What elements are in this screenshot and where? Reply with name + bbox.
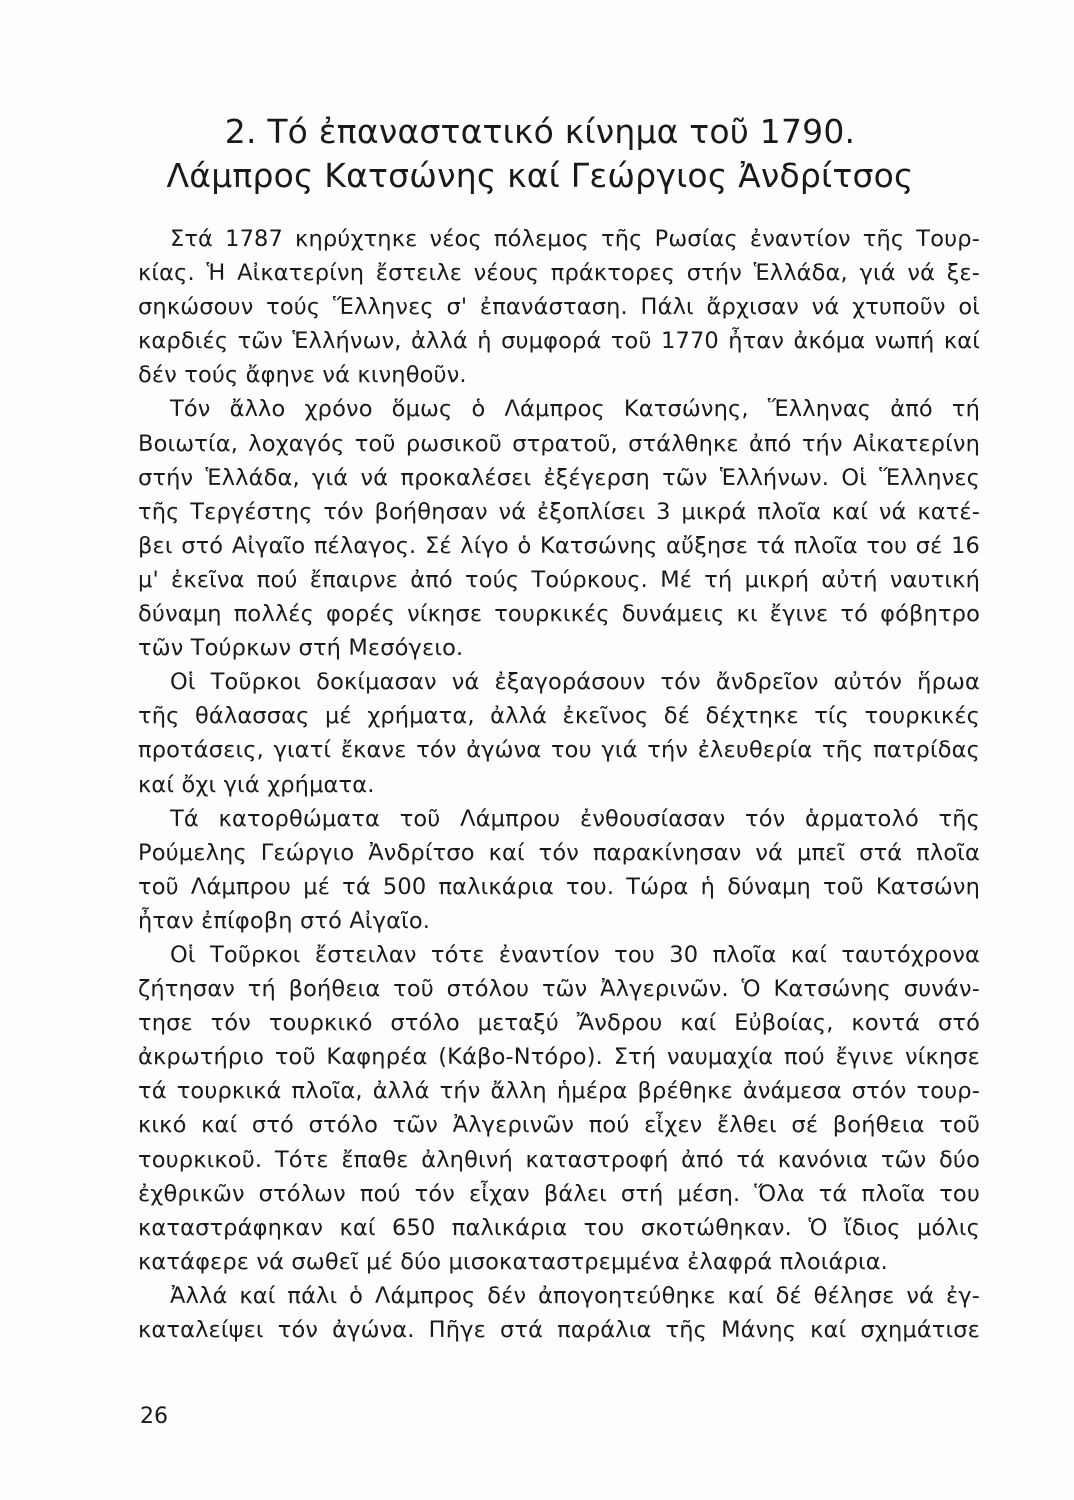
body-text — [138, 222, 980, 1347]
text-line: τουρκικοῦ. Τότε ἔπαθε ἀληθινή καταστροφή ἀπό τά κανόνια τῶν δύο — [138, 1146, 980, 1173]
text-line: βει στό Αἰγαῖο πέλαγος. Σέ λίγο ὁ Κατσώνης αὔξησε τά πλοῖα του σέ 16 — [138, 532, 980, 559]
text-line: τά τουρκικά πλοῖα, ἀλλά τήν ἄλλη ἡμέρα βρέθηκε ἀνάμεσα στόν τουρ- — [138, 1078, 980, 1105]
paragraph — [138, 938, 980, 1279]
text-line: δύναμη πολλές φορές νίκησε τουρκικές δυνάμεις κι ἔγινε τό φόβητρο — [138, 601, 980, 628]
text-line: Ρούμελης Γεώργιο Ἀνδρίτσο καί τόν παρακίνησαν νά μπεῖ στά πλοῖα — [138, 839, 980, 866]
text-line: Τά κατορθώματα τοῦ Λάμπρου ἐνθουσίασαν τόν ἁρματολό τῆς — [170, 805, 980, 832]
text-line: τησε τόν τουρκικό στόλο μεταξύ Ἄνδρου καί Εὐβοίας, κοντά στό — [138, 1010, 980, 1037]
text-line: τῆς Τεργέστης τόν βοήθησαν νά ἐξοπλίσει 3 μικρά πλοῖα καί νά κατέ- — [138, 498, 980, 525]
text-line: καταστράφηκαν καί 650 παλικάρια του σκοτώθηκαν. Ὁ ἴδιος μόλις — [138, 1214, 980, 1241]
text-line: ἀκρωτήριο τοῦ Καφηρέα (Κάβο-Ντόρο). Στή ναυμαχία πού ἔγινε νίκησε — [138, 1044, 980, 1071]
text-line: μ' ἐκεῖνα πού ἔπαιρνε ἀπό τούς Τούρκους. Μέ τή μικρή αὐτή ναυτική — [138, 566, 980, 593]
text-line: Οἱ Τοῦρκοι δοκίμασαν νά ἐξαγοράσουν τόν ἄνδρεῖον αὐτόν ἥρωα — [170, 669, 980, 696]
paragraph — [138, 222, 980, 392]
text-line: τοῦ Λάμπρου μέ τά 500 παλικάρια του. Τώρα ἡ δύναμη τοῦ Κατσώνη — [138, 873, 980, 900]
page-number: 26 — [140, 1404, 168, 1429]
text-line: Οἱ Τοῦρκοι ἔστειλαν τότε ἐναντίον του 30 πλοῖα καί ταυτόχρονα — [170, 941, 980, 968]
text-line: κίας. Ἡ Αἰκατερίνη ἔστειλε νέους πράκτορες στήν Ἑλλάδα, γιά νά ξε- — [138, 260, 980, 287]
text-line: ἐχθρικῶν στόλων πού τόν εἶχαν βάλει στή μέση. Ὅλα τά πλοῖα του — [138, 1180, 980, 1207]
paragraph — [138, 802, 980, 938]
chapter-heading — [140, 110, 940, 198]
heading-line-1: 2. Τό ἐπαναστατικό κίνημα τοῦ 1790. — [224, 112, 856, 151]
text-line: προτάσεις, γιατί ἔκανε τόν ἀγώνα του γιά τήν ἐλευθερία τῆς πατρίδας — [138, 737, 980, 764]
paragraph — [138, 392, 980, 665]
text-line: Τόν ἄλλο χρόνο ὅμως ὁ Λάμπρος Κατσώνης, Ἕλληνας ἀπό τή — [170, 396, 980, 423]
heading-line-2: Λάμπρος Κατσώνης καί Γεώργιος Ἀνδρίτσος — [166, 156, 914, 195]
text-line: ἦταν ἐπίφοβη στό Αἰγαῖο. — [138, 907, 431, 934]
text-line: Βοιωτία, λοχαγός τοῦ ρωσικοῦ στρατοῦ, στάλθηκε ἀπό τήν Αἰκατερίνη — [138, 430, 980, 457]
text-line: κικό καί στό στόλο τῶν Ἀλγερινῶν πού εἶχεν ἔλθει σέ βοήθεια τοῦ — [138, 1112, 980, 1139]
text-line: τῆς θάλασσας μέ χρήματα, ἀλλά ἐκεῖνος δέ δέχτηκε τίς τουρκικές — [138, 703, 980, 730]
text-line: καρδιές τῶν Ἑλλήνων, ἀλλά ἡ συμφορά τοῦ 1770 ἦταν ἀκόμα νωπή καί — [138, 328, 980, 355]
paragraph — [138, 1279, 980, 1347]
text-line: Στά 1787 κηρύχτηκε νέος πόλεμος τῆς Ρωσίας ἐναντίον τῆς Τουρ- — [170, 226, 980, 252]
text-line: καί ὄχι γιά χρήματα. — [138, 771, 375, 798]
text-line: σηκώσουν τούς Ἕλληνες σ' ἐπανάσταση. Πάλι ἄρχισαν νά χτυποῦν οἱ — [138, 294, 980, 321]
text-line: στήν Ἑλλάδα, γιά νά προκαλέσει ἐξέγερση τῶν Ἑλλήνων. Οἱ Ἕλληνες — [138, 464, 980, 491]
paragraph — [138, 665, 980, 801]
text-line: καταλείψει τόν ἀγώνα. Πῆγε στά παράλια τῆς Μάνης καί σχημάτισε — [138, 1317, 980, 1343]
text-line: δέν τούς ἄφηνε νά κινηθοῦν. — [138, 362, 467, 389]
text-line: τῶν Τούρκων στή Μεσόγειο. — [138, 635, 464, 662]
text-line: ζήτησαν τή βοήθεια τοῦ στόλου τῶν Ἀλγερινῶν. Ὁ Κατσώνης συνάν- — [138, 976, 980, 1003]
text-line: κατάφερε νά σωθεῖ μέ δύο μισοκαταστρεμμένα ἐλαφρά πλοιάρια. — [138, 1248, 888, 1275]
text-line: Ἀλλά καί πάλι ὁ Λάμπρος δέν ἀπογοητεύθηκε καί δέ θέλησε νά ἐγ- — [170, 1282, 980, 1309]
